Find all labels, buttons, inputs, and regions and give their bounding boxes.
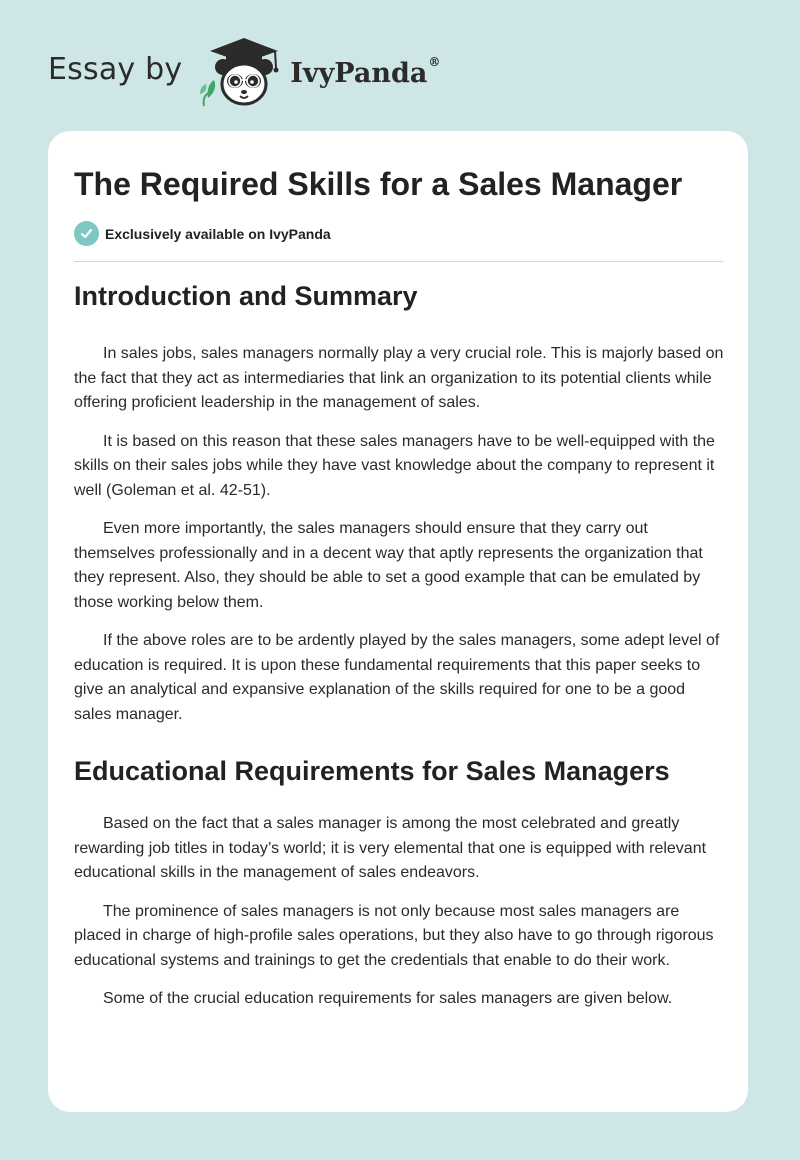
essay-by-label: Essay by (48, 51, 183, 87)
panda-logo-icon (196, 36, 292, 108)
paragraph: If the above roles are to be ardently played by the sales managers, some adept level of education is required. It is upon these fundamental requirements that this paper seeks to give an analytical and expansive explanation of the skills required for one to be a good sales manager. (74, 632, 720, 723)
paragraph: It is based on this reason that these sales managers have to be well-equipped with the skills on their sales jobs while they have vast knowledge about the company to represent it well (Goleman et al. 42-51). (74, 432, 715, 499)
paragraph: Some of the crucial education requirements for sales managers are given below. (103, 990, 673, 1007)
exclusive-label: Exclusively available on IvyPanda (105, 225, 331, 242)
essay-card (48, 131, 748, 1112)
check-circle-icon (74, 221, 99, 246)
brand-header[interactable] (48, 36, 440, 108)
paragraph: Based on the fact that a sales manager is among the most celebrated and greatly rewarding job titles in today’s world; it is very elemental that one is equipped with relevant educational skills in the management of sales endeavors. (74, 815, 707, 881)
exclusive-badge (74, 221, 331, 246)
section-heading-educational-requirements: Educational Requirements for Sales Managers (74, 756, 670, 786)
essay-title: The Required Skills for a Sales Manager (74, 166, 683, 202)
title-divider (74, 261, 723, 262)
essay-body (74, 279, 724, 1012)
section-heading-introduction: Introduction and Summary (74, 281, 418, 311)
paragraph: In sales jobs, sales managers normally play a very crucial role. This is majorly based on the fact that they act as intermediaries that link an organization to its potential clients while offering proficient leadership in the management of sales. (74, 345, 724, 411)
paragraph: Even more importantly, the sales managers should ensure that they carry out themselves professionally and in a decent way that aptly represents the organization that they represent. Also, they should be able to set a good example that can be emulated by those working below them. (74, 520, 703, 611)
paragraph: The prominence of sales managers is not only because most sales managers are placed in charge of high-profile sales operations, but they also have to go through rigorous educational systems and trainings to get the credentials that enable to do their work. (74, 902, 714, 969)
ivypanda-wordmark: IvyPanda® (290, 54, 441, 89)
